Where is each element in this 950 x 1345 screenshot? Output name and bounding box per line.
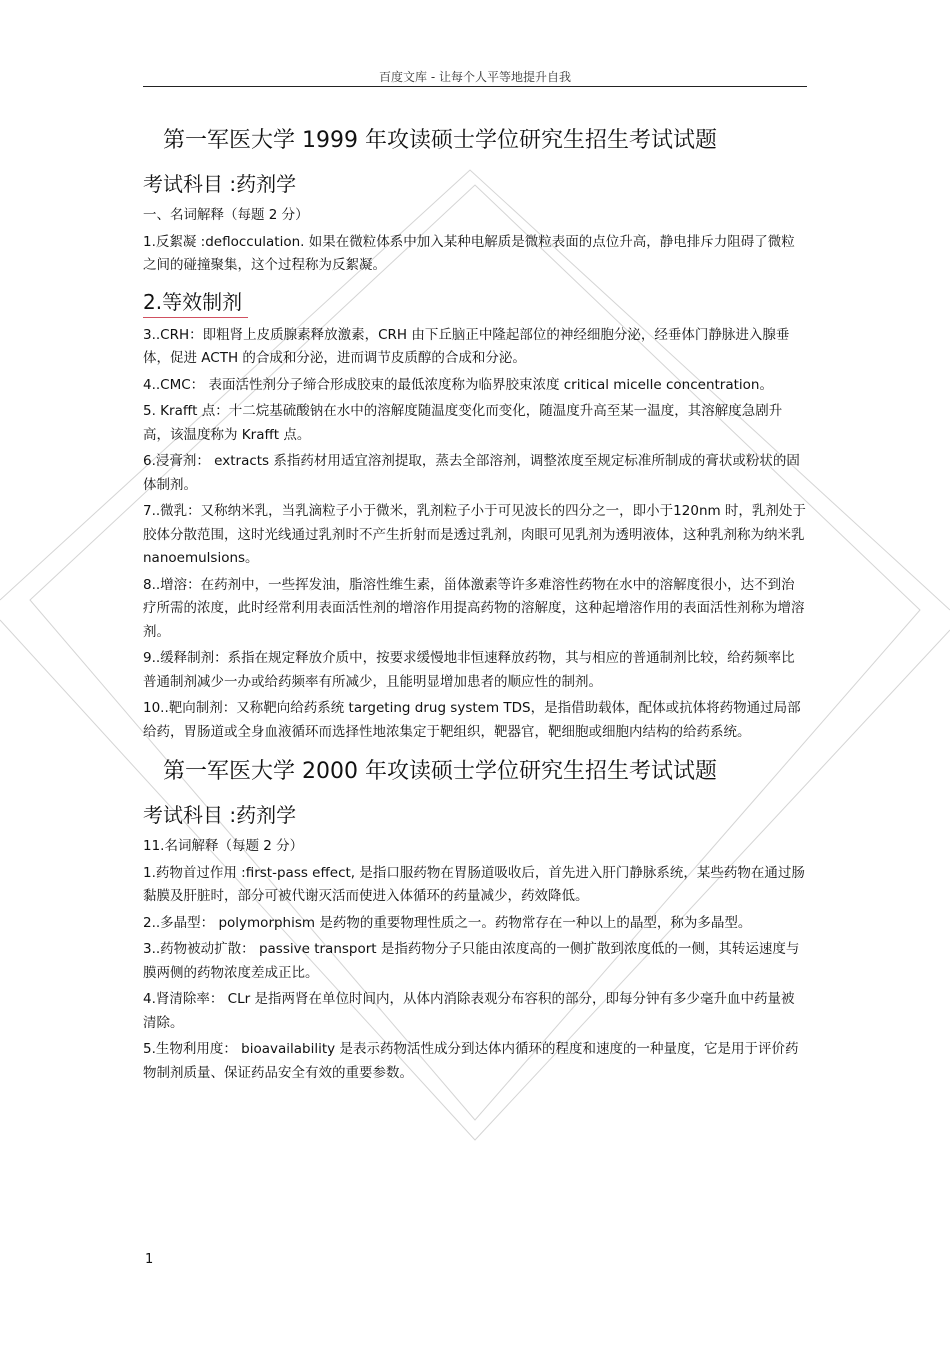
section-2-subject: 考试科目 :药剂学 [143,803,297,827]
term-item: 2..多晶型： polymorphism 是药物的重要物理性质之一。药物常存在一种以上的晶型，称为多晶型。 [143,914,752,931]
term-item: 1.药物首过作用 :first-pass effect, 是指口服药物在胃肠道吸收后，首先进入肝门静脉系统，某些药物在通过肠黏膜及肝脏时，部分可被代谢灭活而使进入体循环的药量减少，药效降低。 [143,864,805,904]
page-number: 1 [145,1252,154,1267]
page-header: 百度文库 - 让每个人平等地提升自我 [379,70,571,84]
section-2-intro: 11.名词解释（每题 2 分） [143,838,304,854]
section-1-title: 第一军医大学 1999 年攻读硕士学位研究生招生考试试题 [163,128,717,153]
term-item: 5. Krafft 点：十二烷基硫酸钠在水中的溶解度随温度变化而变化，随温度升高至某一温度，其溶解度急剧升高，该温度称为 Krafft 点。 [143,403,783,443]
term-heading: 2.等效制剂 [143,287,248,318]
term-item: 9..缓释制剂：系指在规定释放介质中，按要求缓慢地非恒速释放药物，其与相应的普通制剂比较，给药频率比普通制剂减少一办或给药频率有所减少，且能明显增加患者的顺应性的制剂。 [143,650,795,690]
term-item: 6.浸膏剂： extracts 系指药材用适宜溶剂提取，蒸去全部溶剂，调整浓度至规定标准所制成的膏状或粉状的固体制剂。 [143,453,800,493]
term-item: 5.生物利用度： bioavailability 是表示药物活性成分到达体内循环的程度和速度的一种量度，它是用于评价药物制剂质量、保证药品安全有效的重要参数。 [143,1041,799,1081]
term-item: 4.肾清除率： CLr 是指两肾在单位时间内，从体内消除表观分布容积的部分，即每分钟有多少毫升血中药量被清除。 [143,991,795,1031]
term-item: 3..药物被动扩散： passive transport 是指药物分子只能由浓度高的一侧扩散到浓度低的一侧，其转运速度与膜两侧的药物浓度差成正比。 [143,941,800,981]
term-item: 10..靶向制剂：又称靶向给药系统 targeting drug system TDS，是指借助载体，配体或抗体将药物通过局部给药，胃肠道或全身血液循环而选择性地浓集定于靶组织，靶器官，靶细胞或细胞内结构的给药系统。 [143,700,801,740]
term-item: 3..CRH：即粗肾上皮质腺素释放激素，CRH 由下丘脑正中隆起部位的神经细胞分泌，经垂体门静脉进入腺垂体，促进 ACTH 的合成和分泌，进而调节皮质醇的合成和分泌。 [143,326,790,366]
term-item: 1.反絮凝 :deflocculation. 如果在微粒体系中加入某种电解质是微粒表面的点位升高，静电排斥力阻碍了微粒之间的碰撞聚集，这个过程称为反絮凝。 [143,233,795,273]
term-item: 8..增溶：在药剂中，一些挥发油，脂溶性维生素，甾体激素等许多难溶性药物在水中的溶解度很小，达不到治疗所需的浓度，此时经常利用表面活性剂的增溶作用提高药物的溶解度，这种起增溶作用的表面活性剂称为增溶剂。 [143,576,805,640]
section-1-intro: 一、名词解释（每题 2 分） [143,207,309,223]
section-1-subject: 考试科目 :药剂学 [143,172,297,196]
term-item: 7..微乳：又称纳米乳，当乳滴粒子小于微米，乳剂粒子小于可见波长的四分之一，即小于120nm 时，乳剂处于胶体分散范围，这时光线通过乳剂时不产生折射而是透过乳剂，肉眼可见乳剂为透明液体，这种乳剂称为纳米乳 nanoemulsions。 [143,503,806,566]
term-item: 4..CMC： 表面活性剂分子缔合形成胶束的最低浓度称为临界胶束浓度 critical micelle concentration。 [143,376,773,393]
header-rule [143,86,807,87]
document-body [143,122,807,1088]
section-2-title: 第一军医大学 2000 年攻读硕士学位研究生招生考试试题 [163,759,717,784]
